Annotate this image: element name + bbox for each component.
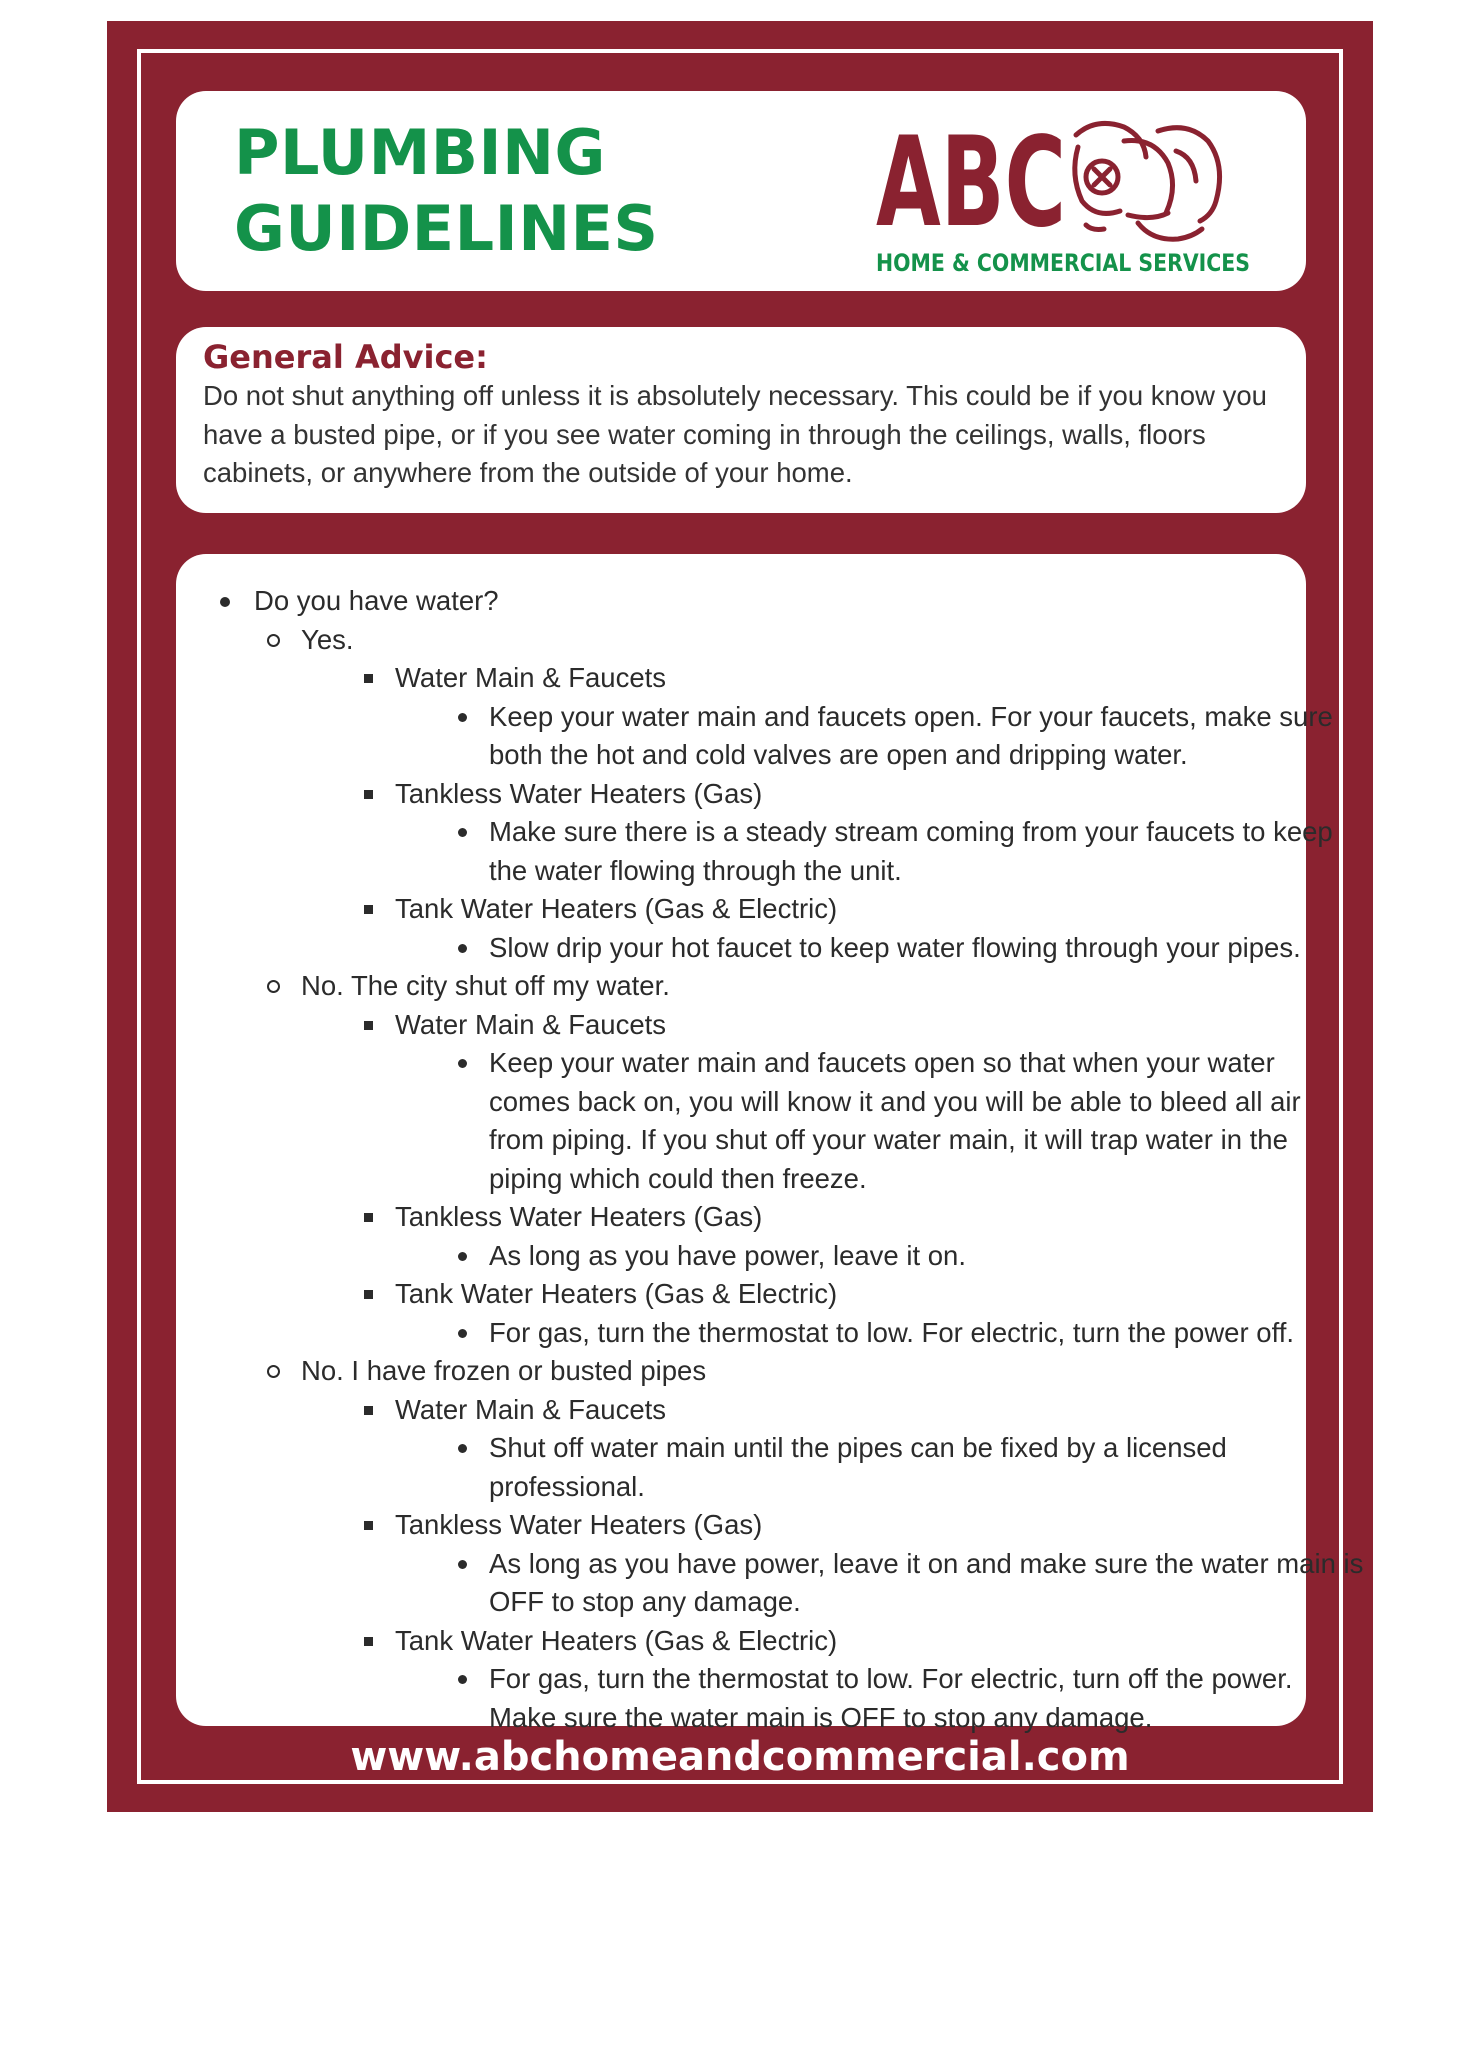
question-text: Do you have water? [254, 585, 499, 616]
detail-list [442, 1545, 1364, 1622]
bullet-icon [458, 828, 467, 837]
section-title: Water Main & Faucets [395, 662, 667, 693]
section-title: Tankless Water Heaters (Gas) [395, 1509, 763, 1540]
section-title: Water Main & Faucets [395, 1393, 667, 1425]
square-bullet-icon [364, 1213, 373, 1222]
guidelines-card [176, 554, 1364, 1733]
detail-list [442, 1660, 1293, 1737]
detail-line: OFF to stop any damage. [489, 1586, 801, 1617]
hollow-bullet-icon [267, 980, 280, 993]
detail-list [442, 1429, 1286, 1506]
section-title: Tankless Water Heaters (Gas) [395, 1201, 763, 1232]
detail-item [442, 1545, 1364, 1622]
logo-letters: ABC [876, 111, 1066, 255]
bullet-icon [458, 1560, 467, 1569]
square-bullet-icon [364, 1290, 373, 1299]
bullet-icon [458, 944, 467, 953]
website-link[interactable]: www.abchomeandcommercial.com [350, 1734, 1130, 1780]
section-item [348, 775, 1333, 891]
detail-item [442, 698, 1333, 775]
detail-line: Make sure the water main is OFF to stop any damage. [489, 1701, 1153, 1733]
detail-line: from piping. If you shut off your water main, it will trap water in the [489, 1124, 1288, 1155]
detail-line: For gas, turn the thermostat to low. For electric, turn the power off. [489, 1316, 1294, 1348]
answer-label: No. I have frozen or busted pipes [301, 1355, 707, 1386]
answer-list [301, 621, 1364, 1738]
detail-line: For gas, turn the thermostat to low. For electric, turn off the power. [489, 1663, 1293, 1694]
general-advice-heading: General Advice: [203, 338, 488, 376]
section-title: Water Main & Faucets [395, 1008, 667, 1040]
detail-line: comes back on, you will know it and you will be able to bleed all air [489, 1085, 1301, 1117]
answer-item [254, 621, 1333, 968]
section-list [348, 1006, 1301, 1353]
detail-line: Keep your water main and faucets open. For your faucets, make sure [489, 700, 1333, 732]
detail-line: Make sure there is a steady stream coming from your faucets to keep [489, 816, 1333, 847]
detail-list [442, 813, 1333, 890]
plumber-mascot-icon [1075, 123, 1220, 239]
detail-line: As long as you have power, leave it on. [489, 1239, 966, 1271]
detail-list [442, 698, 1333, 775]
guidelines-list [176, 582, 1364, 1737]
detail-list [442, 1044, 1301, 1198]
square-bullet-icon [364, 790, 373, 799]
section-item [348, 1198, 1286, 1275]
section-item [348, 659, 1333, 775]
detail-line: Slow drip your hot faucet to keep water flowing through your pipes. [489, 931, 1301, 963]
detail-list [442, 929, 1301, 968]
section-item [348, 1622, 1293, 1738]
bullet-icon [458, 1675, 467, 1684]
hollow-bullet-icon [267, 1365, 280, 1378]
section-list [348, 659, 1333, 967]
square-bullet-icon [364, 1406, 373, 1415]
general-advice-card [176, 327, 1306, 513]
section-title: Tank Water Heaters (Gas & Electric) [395, 893, 838, 924]
bullet-icon [458, 1329, 467, 1338]
detail-line: piping which could then freeze. [489, 1162, 867, 1194]
hollow-bullet-icon [267, 634, 280, 647]
answer-label: Yes. [301, 623, 354, 655]
bullet-icon [458, 713, 467, 722]
detail-list [442, 1237, 1286, 1276]
bullet-icon [458, 1059, 467, 1068]
section-item [348, 1506, 1364, 1622]
section-item [348, 1006, 1301, 1199]
square-bullet-icon [364, 1021, 373, 1030]
detail-item [442, 1237, 1286, 1276]
section-title: Tank Water Heaters (Gas & Electric) [395, 1278, 838, 1309]
logo-tagline: HOME & COMMERCIAL SERVICES [876, 249, 1250, 277]
square-bullet-icon [364, 1637, 373, 1646]
detail-line: both the hot and cold valves are open and dripping water. [489, 739, 1188, 770]
detail-line: As long as you have power, leave it on and make sure the water main is [489, 1547, 1364, 1579]
section-item [348, 890, 1301, 967]
bullet-icon [220, 597, 230, 607]
page-title [234, 115, 659, 267]
section-list [348, 1391, 1364, 1738]
detail-list [442, 1314, 1294, 1353]
square-bullet-icon [364, 905, 373, 914]
square-bullet-icon [364, 674, 373, 683]
bullet-icon [458, 1252, 467, 1261]
detail-item [442, 929, 1301, 968]
detail-item [442, 1044, 1301, 1198]
detail-line: the water flowing through the unit. [489, 854, 902, 886]
detail-item [442, 1314, 1294, 1353]
answer-item [254, 967, 1301, 1352]
detail-line: Keep your water main and faucets open so that when your water [489, 1047, 1275, 1078]
list-item-question [176, 582, 1364, 1737]
answer-label: No. The city shut off my water. [301, 970, 670, 1001]
abc-logo [876, 107, 1256, 279]
square-bullet-icon [364, 1521, 373, 1530]
detail-line: professional. [489, 1470, 645, 1502]
detail-item [442, 813, 1333, 890]
header-card [176, 91, 1306, 291]
general-advice-text: Do not shut anything off unless it is absolutely necessary. This could be if you know you have a busted pipe, or if you see water coming in through the ceilings, walls, floors cabinets, or anywhere from the outside of your home. [203, 380, 1267, 488]
poster [107, 21, 1373, 1812]
title-line-2: GUIDELINES [234, 192, 659, 265]
detail-line: Shut off water main until the pipes can be fixed by a licensed [489, 1432, 1227, 1463]
section-title: Tankless Water Heaters (Gas) [395, 777, 763, 809]
title-line-1: PLUMBING [234, 116, 606, 189]
detail-item [442, 1660, 1293, 1737]
section-item [348, 1391, 1286, 1507]
answer-item [254, 1352, 1364, 1737]
section-title: Tank Water Heaters (Gas & Electric) [395, 1624, 838, 1656]
detail-item [442, 1429, 1286, 1506]
section-item [348, 1275, 1294, 1352]
bullet-icon [458, 1444, 467, 1453]
